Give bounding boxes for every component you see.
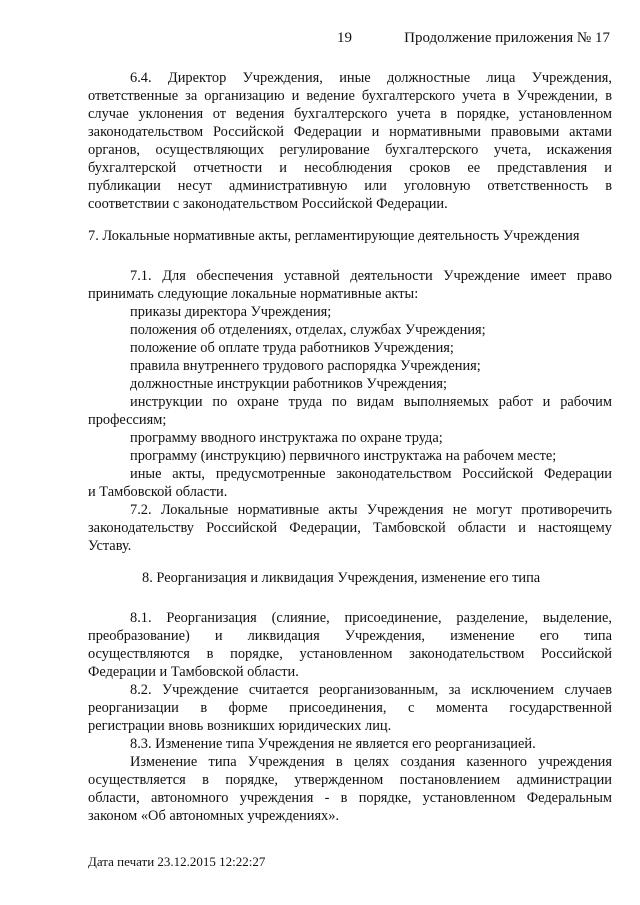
text-line: регистрации вновь возникших юридических лиц. (88, 718, 392, 734)
section-7-heading: 7. Локальные нормативные акты, регламентирующие деятельность Учреждения (88, 228, 580, 244)
list-item: инструкции по охране труда по видам выполняемых работ и рабочим (130, 394, 612, 410)
text-line: Федерации и Тамбовской области. (88, 664, 299, 680)
text-line: осуществляются в порядке, установленном законодательством Российской (88, 646, 612, 662)
list-item: иные акты, предусмотренные законодательством Российской Федерации (130, 466, 612, 482)
list-item: приказы директора Учреждения; (130, 304, 332, 320)
page-header (0, 30, 640, 50)
text-line: случае уклонения от ведения бухгалтерского учета в порядке, установленном (88, 106, 612, 122)
text-line: реорганизации в форме присоединения, с момента государственной (88, 700, 612, 716)
text-line: законодательству Российской Федерации, Тамбовской области и настоящему (88, 520, 612, 536)
text-line: 7.2. Локальные нормативные акты Учреждения не могут противоречить (130, 502, 612, 518)
text-line: и Тамбовской области. (88, 484, 228, 500)
text-line: 6.4. Директор Учреждения, иные должностные лица Учреждения, (130, 70, 612, 86)
paragraph-type-change (88, 753, 612, 825)
text-line: профессиям; (88, 412, 167, 428)
text-line: 7.1. Для обеспечения уставной деятельности Учреждение имеет право (130, 268, 612, 284)
text-line: бухгалтерской отчетности и несоблюдения сроков ее представления и (88, 160, 612, 176)
text-line: законодательством Российской Федерации и нормативными правовыми актами (88, 124, 612, 140)
paragraph-8-1 (88, 609, 612, 681)
text-line: ответственные за организацию и ведение бухгалтерского учета в Учреждении, в (88, 88, 612, 104)
section-8-heading: 8. Реорганизация и ликвидация Учреждения, изменение его типа (142, 570, 541, 586)
paragraph-8-3: 8.3. Изменение типа Учреждения не является его реорганизацией. (130, 736, 536, 752)
list-item: программу вводного инструктажа по охране труда; (130, 430, 443, 446)
paragraph-7-2 (88, 501, 612, 555)
text-line: законом «Об автономных учреждениях». (88, 808, 340, 824)
text-line: органов, осуществляющих регулирование бухгалтерского учета, искажения (88, 142, 612, 158)
text-line: области, автономного учреждения - в порядке, установленном Федеральным (88, 790, 612, 806)
text-line: соответствии с законодательством Российской Федерации. (88, 196, 448, 212)
document-body (88, 69, 612, 825)
text-line: преобразование) и ликвидация Учреждения, изменение его типа (88, 628, 612, 644)
text-line: Уставу. (88, 538, 132, 554)
paragraph-7-1 (88, 267, 612, 501)
text-line: осуществляется в порядке, утвержденном постановлением администрации (88, 772, 612, 788)
text-line: публикации несут административную или уголовную ответственность в (88, 178, 612, 194)
text-line: Изменение типа Учреждения в целях создания казенного учреждения (130, 754, 612, 770)
print-date-footer: Дата печати 23.12.2015 12:22:27 (88, 854, 266, 869)
text-line: 8.2. Учреждение считается реорганизованным, за исключением случаев (130, 682, 612, 698)
list-item: положение об оплате труда работников Учреждения; (130, 340, 454, 356)
paragraph-6-4 (88, 69, 612, 213)
list-item: должностные инструкции работников Учреждения; (130, 376, 448, 392)
continuation-label: Продолжение приложения № 17 (404, 30, 610, 46)
list-item: программу (инструкцию) первичного инструктажа на рабочем месте; (130, 448, 557, 464)
list-item: правила внутреннего трудового распорядка Учреждения; (130, 358, 481, 374)
text-line: 8.1. Реорганизация (слияние, присоединение, разделение, выделение, (130, 610, 612, 626)
paragraph-8-2 (88, 681, 612, 735)
list-item: положения об отделениях, отделах, службах Учреждения; (130, 322, 486, 338)
page-number: 19 (337, 30, 352, 46)
text-line: принимать следующие локальные нормативные акты: (88, 286, 419, 302)
